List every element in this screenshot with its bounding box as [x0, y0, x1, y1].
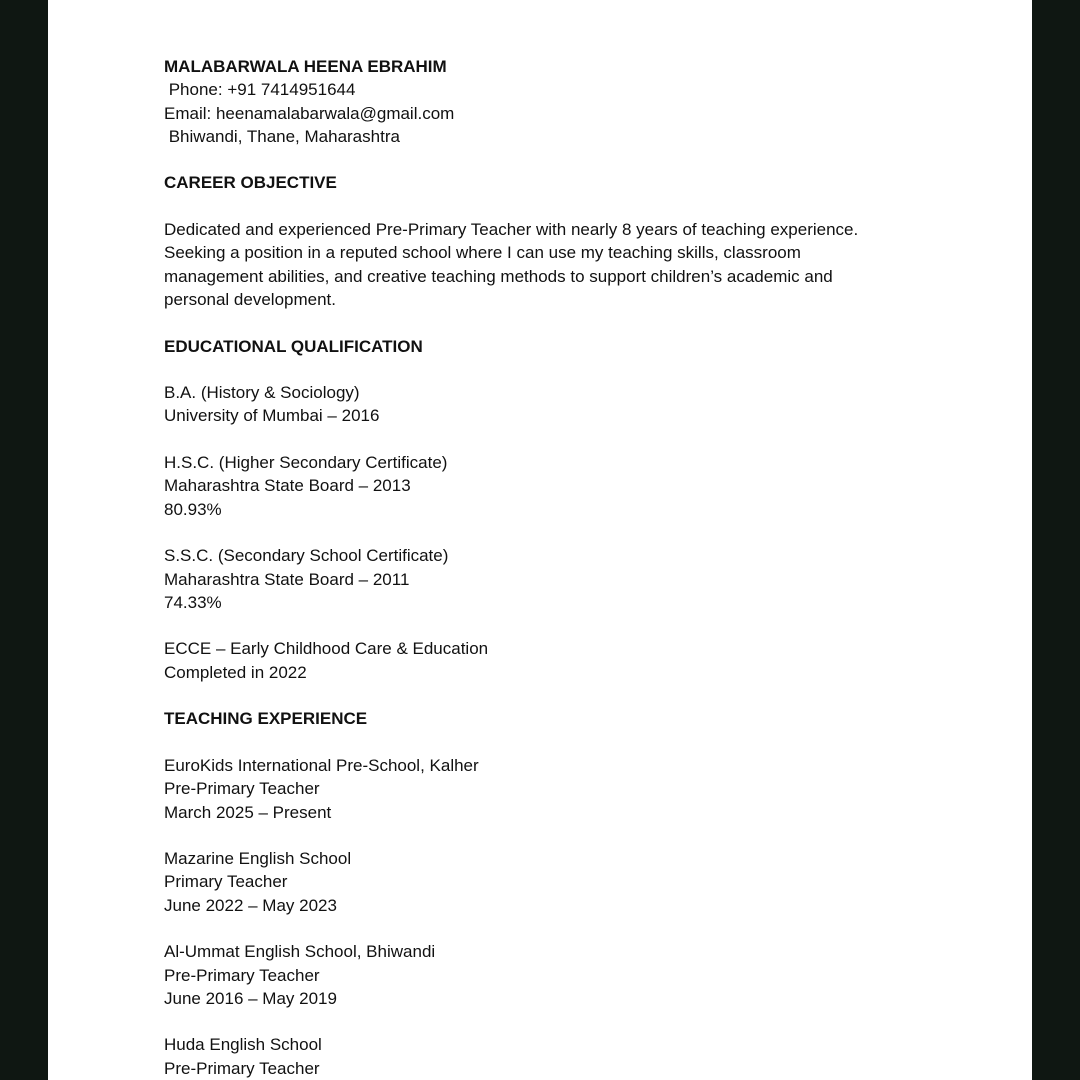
experience-school: Mazarine English School	[164, 849, 352, 869]
spacer	[164, 1010, 904, 1033]
experience-entry	[164, 847, 904, 917]
experience-school: Al-Ummat English School, Bhiwandi	[164, 942, 436, 962]
objective-line: Seeking a position in a reputed school where I can use my teaching skills, classroom	[164, 243, 801, 263]
education-entry	[164, 637, 904, 684]
experience-section	[164, 707, 904, 1080]
education-section	[164, 335, 904, 684]
section-heading-experience: TEACHING EXPERIENCE	[164, 709, 368, 729]
experience-school: Huda English School	[164, 1035, 322, 1055]
career-objective-section	[164, 171, 904, 311]
section-heading-objective: CAREER OBJECTIVE	[164, 173, 337, 193]
spacer	[164, 195, 904, 218]
spacer	[164, 311, 904, 334]
education-title: H.S.C. (Higher Secondary Certificate)	[164, 453, 448, 473]
spacer	[164, 614, 904, 637]
experience-period: June 2016 – May 2019	[164, 988, 337, 1008]
spacer	[164, 358, 904, 381]
spacer	[164, 824, 904, 847]
education-detail: Completed in 2022	[164, 662, 307, 682]
location-line: Bhiwandi, Thane, Maharashtra	[164, 126, 400, 146]
resume-page	[48, 0, 1032, 1080]
education-title: ECCE – Early Childhood Care & Education	[164, 639, 489, 659]
education-detail: Maharashtra State Board – 2011	[164, 569, 410, 589]
experience-role: Pre-Primary Teacher	[164, 1058, 320, 1078]
experience-entry	[164, 1033, 904, 1080]
education-score: 74.33%	[164, 592, 222, 612]
email-line: Email: heenamalabarwala@gmail.com	[164, 103, 455, 123]
objective-line: Dedicated and experienced Pre-Primary Teacher with nearly 8 years of teaching experience.	[164, 220, 859, 240]
spacer	[164, 917, 904, 940]
contact-block	[164, 55, 904, 148]
candidate-name: MALABARWALA HEENA EBRAHIM	[164, 57, 447, 76]
spacer	[164, 521, 904, 544]
spacer	[164, 684, 904, 707]
objective-line: personal development.	[164, 289, 337, 309]
experience-entry	[164, 940, 904, 1010]
education-entry	[164, 381, 904, 428]
experience-period: June 2022 – May 2023	[164, 895, 337, 915]
education-detail: Maharashtra State Board – 2013	[164, 476, 411, 496]
section-heading-education: EDUCATIONAL QUALIFICATION	[164, 336, 423, 356]
experience-entry	[164, 754, 904, 824]
education-detail: University of Mumbai – 2016	[164, 406, 380, 426]
experience-school: EuroKids International Pre-School, Kalher	[164, 755, 479, 775]
education-entry	[164, 544, 904, 614]
spacer	[164, 148, 904, 171]
objective-line: management abilities, and creative teaching methods to support children’s academic and	[164, 266, 833, 286]
phone-line: Phone: +91 7414951644	[164, 80, 356, 100]
experience-role: Pre-Primary Teacher	[164, 965, 320, 985]
education-title: B.A. (History & Sociology)	[164, 383, 360, 403]
education-score: 80.93%	[164, 499, 222, 519]
spacer	[164, 428, 904, 451]
resume-content	[164, 55, 904, 1080]
experience-period: March 2025 – Present	[164, 802, 332, 822]
spacer	[164, 731, 904, 754]
experience-role: Primary Teacher	[164, 872, 288, 892]
education-title: S.S.C. (Secondary School Certificate)	[164, 546, 449, 566]
experience-role: Pre-Primary Teacher	[164, 779, 320, 799]
education-entry	[164, 451, 904, 521]
